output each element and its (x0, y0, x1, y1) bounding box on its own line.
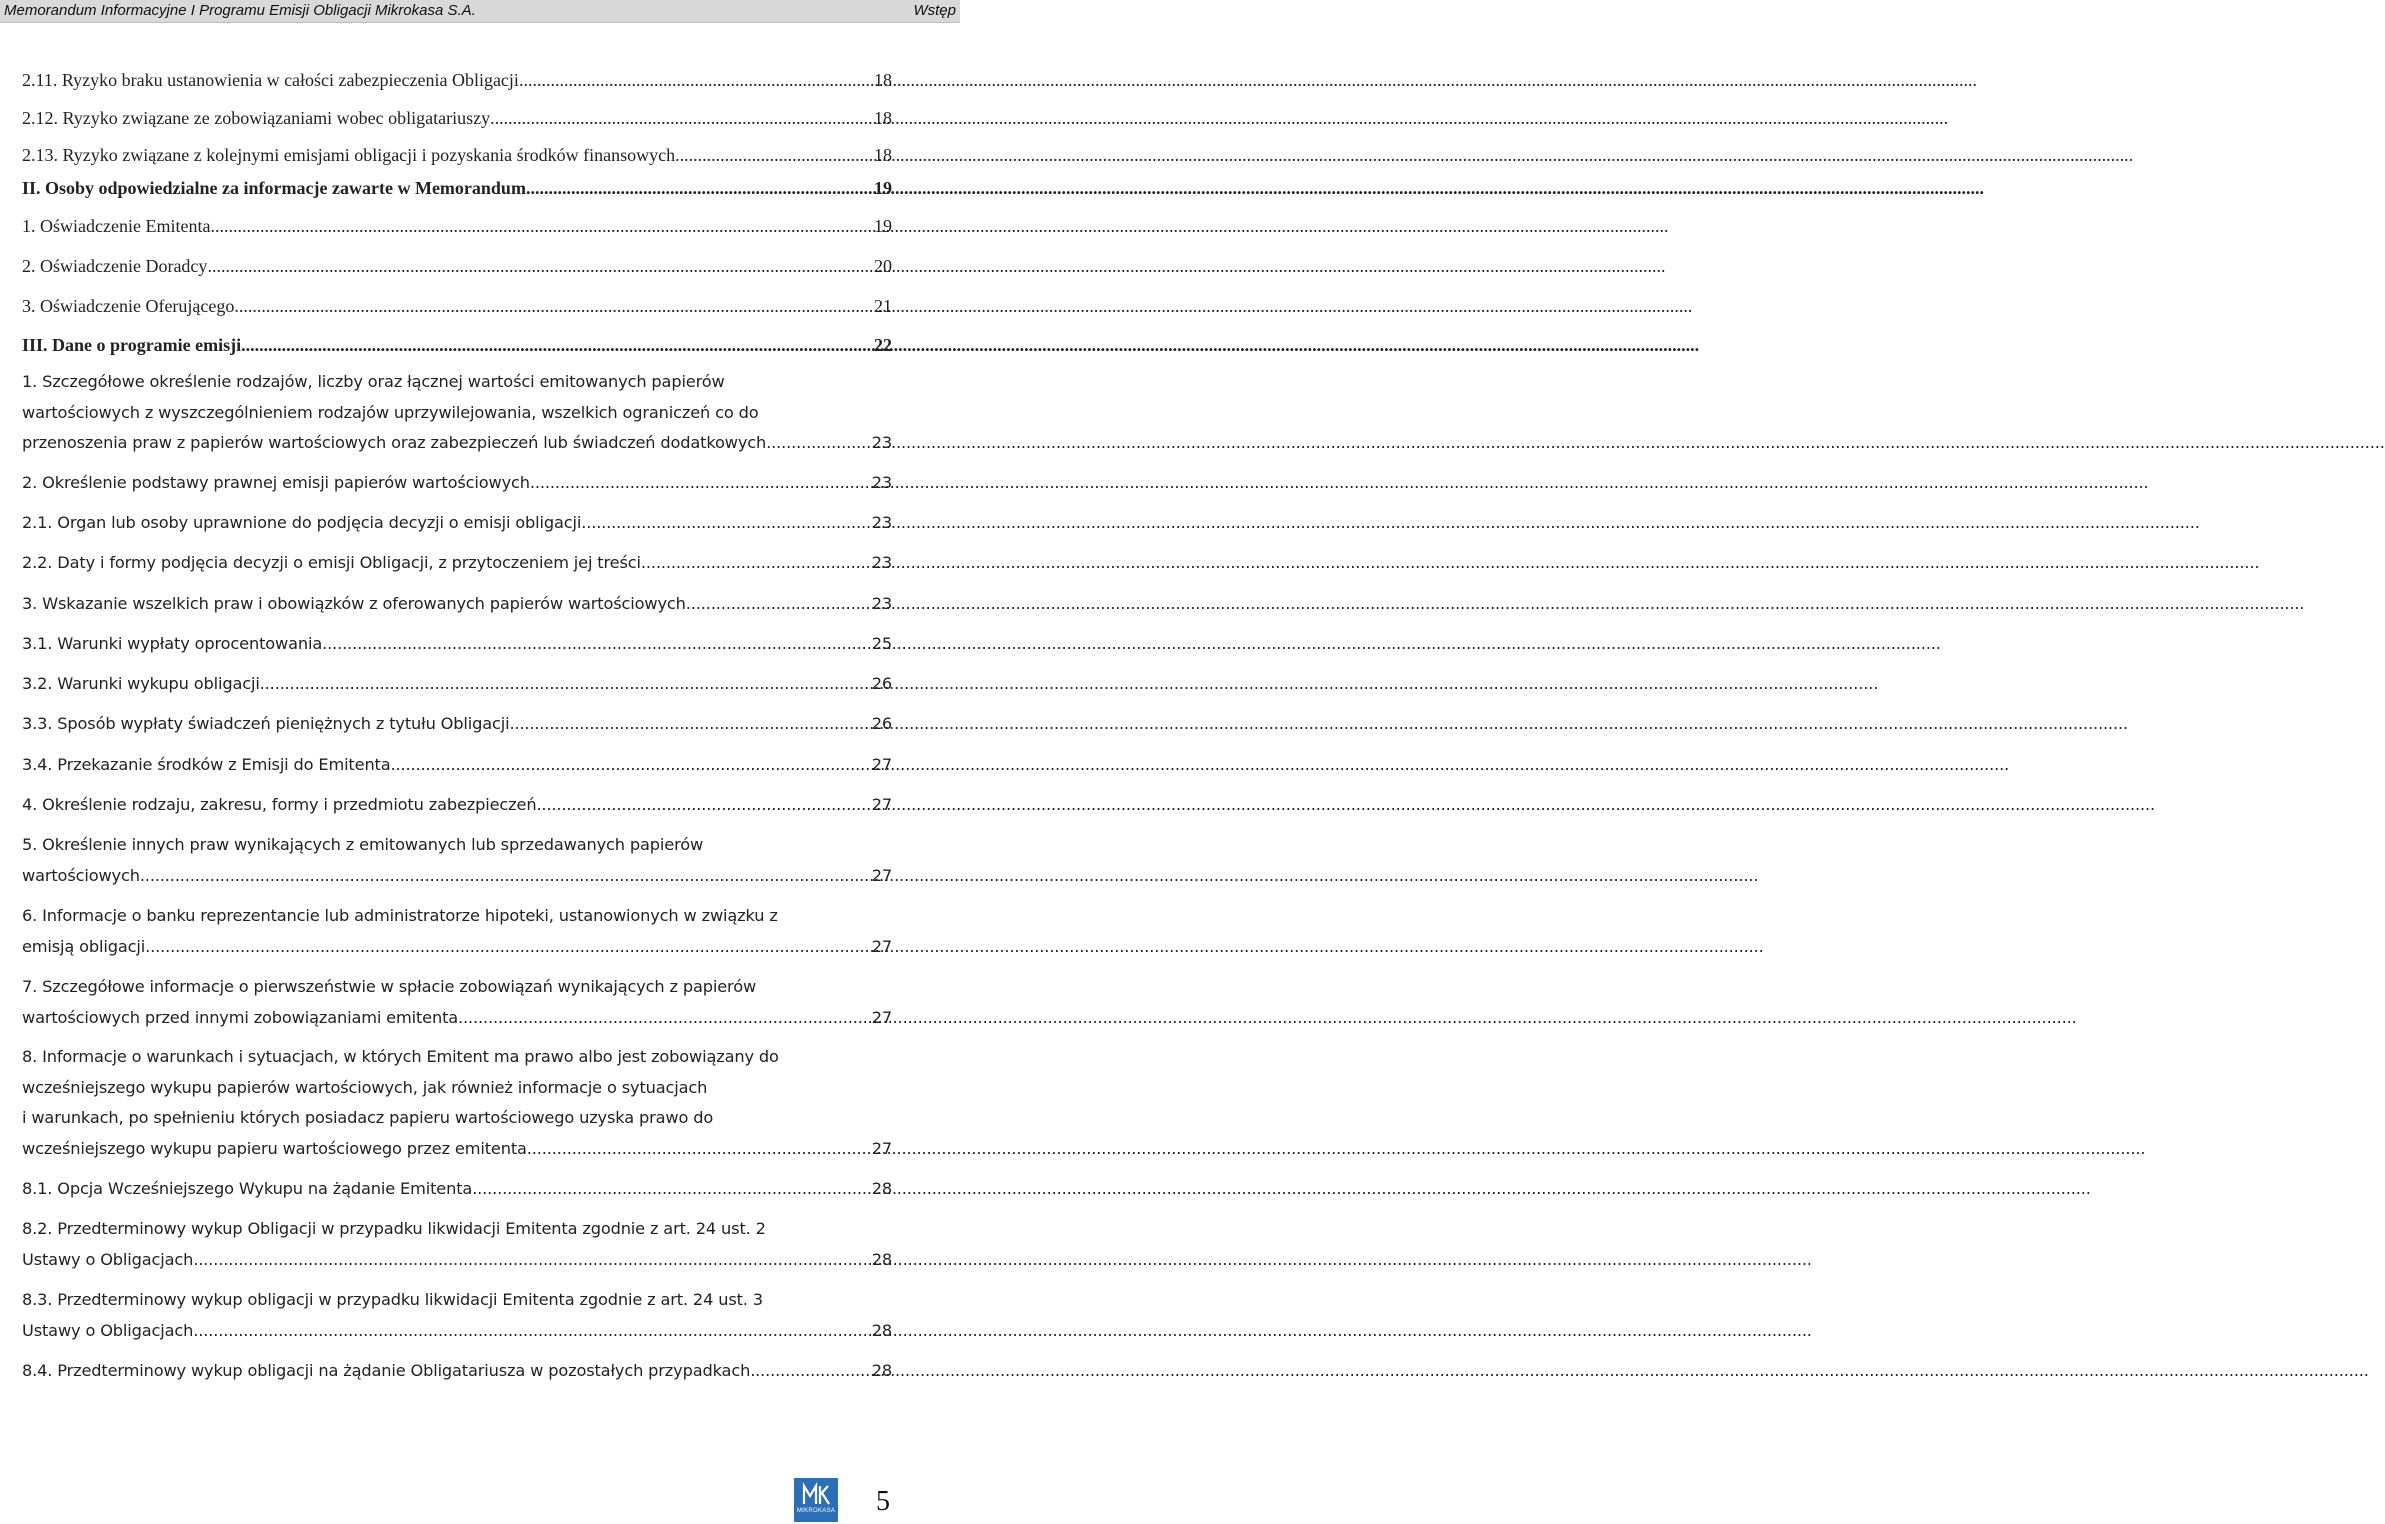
toc-page-number: 27 (871, 755, 892, 774)
toc-entry[interactable]: 7. Szczegółowe informacje o pierwszeństwie w spłacie zobowiązań wynikających z papierów wartościowych przed innymi zobowiązaniami emitenta ..... 27 (22, 972, 892, 1033)
toc-page-number: 28 (871, 1179, 892, 1198)
toc-page-number: 27 (871, 936, 892, 956)
toc-entry[interactable]: 1. Szczegółowe określenie rodzajów, liczby oraz łącznej wartości emitowanych papierów wartościowych z wyszczególnieniem rodzajów uprzywilejowania, wszelkich ograniczeń co do przenoszenia praw z papierów wartościowych oraz zabezpieczeń lub świadczeń dodatkowych ..... 23 (22, 367, 892, 459)
toc-entry[interactable]: 3.3. Sposób wypłaty świadczeń pieniężnych z tytułu Obligacji ..... 26 (22, 714, 892, 733)
toc-entry[interactable]: 2. Określenie podstawy prawnej emisji papierów wartościowych ..... 23 (22, 473, 892, 492)
toc-entry[interactable]: 3.1. Warunki wypłaty oprocentowania ..... 25 (22, 634, 892, 653)
toc-entry[interactable]: 8.4. Przedterminowy wykup obligacji na żądanie Obligatariusza w pozostałych przypadkach ..... 28 (22, 1361, 892, 1380)
toc-page-number: 19 (874, 178, 892, 198)
toc-section-heading[interactable]: II. Osoby odpowiedzialne za informacje zawarte w Memorandum ..... 19 (22, 178, 892, 199)
toc-entry[interactable]: 3.4. Przekazanie środków z Emisji do Emitenta ..... 27 (22, 755, 892, 774)
mikrokasa-logo-icon (794, 1478, 838, 1522)
toc-entry[interactable]: 8.2. Przedterminowy wykup Obligacji w przypadku likwidacji Emitenta zgodnie z art. 24 ust. 2 Ustawy o Obligacjach ..... 28 (22, 1214, 892, 1275)
toc-page-number: 28 (871, 1320, 892, 1340)
toc-page-number: 27 (871, 1007, 892, 1027)
toc-entry[interactable]: 2. Oświadczenie Doradcy ..... 20 (22, 256, 892, 277)
toc-page-number: 19 (874, 216, 892, 236)
header-document-title: Memorandum Informacyjne I Programu Emisji Obligacji Mikrokasa S.A. (4, 2, 476, 19)
page-number: 5 (876, 1486, 890, 1517)
toc-page-number: 18 (874, 108, 892, 128)
header-section-name: Wstęp (913, 2, 956, 19)
toc-entry[interactable]: 8. Informacje o warunkach i sytuacjach, w których Emitent ma prawo albo jest zobowiązany do wcześniejszego wykupu papierów wartościowych, jak również informacje o sytuacjach i warunkach, po spełnieniu których posiadacz papieru wartościowego uzyska prawo do wcześniejszego wykupu papieru wartościowego przez emitenta ..... 27 (22, 1042, 892, 1164)
toc-entry[interactable]: 3.2. Warunki wykupu obligacji ..... 26 (22, 674, 892, 693)
toc-page-number: 26 (871, 674, 892, 693)
toc-page-number: 23 (871, 553, 892, 572)
toc-entry[interactable]: 2.12. Ryzyko związane ze zobowiązaniami wobec obligatariuszy ..... 18 (22, 108, 892, 129)
toc-page-number: 21 (874, 296, 892, 316)
toc-page-number: 28 (871, 1361, 892, 1380)
toc-page-number: 23 (871, 433, 892, 452)
running-header (0, 0, 960, 23)
logo-wordmark: MIKROKASA (796, 1508, 836, 1514)
toc-entry[interactable]: 2.2. Daty i formy podjęcia decyzji o emisji Obligacji, z przytoczeniem jej treści ..... 23 (22, 553, 892, 572)
toc-entry[interactable]: 3. Wskazanie wszelkich praw i obowiązków z oferowanych papierów wartościowych ..... 23 (22, 594, 892, 613)
toc-page-number: 26 (871, 714, 892, 733)
toc-page-number: 28 (871, 1249, 892, 1269)
toc-entry[interactable]: 1. Oświadczenie Emitenta ..... 19 (22, 216, 892, 237)
toc-page-number: 22 (874, 335, 892, 355)
toc-page-number: 25 (871, 634, 892, 653)
toc-entry[interactable]: 2.13. Ryzyko związane z kolejnymi emisjami obligacji i pozyskania środków finansowych ..... 18 (22, 145, 892, 166)
toc-section-heading[interactable]: III. Dane o programie emisji ..... 22 (22, 335, 892, 356)
toc-entry[interactable]: 2.11. Ryzyko braku ustanowienia w całości zabezpieczenia Obligacji ..... 18 (22, 70, 892, 91)
toc-page-number: 23 (871, 473, 892, 492)
toc-entry[interactable]: 3. Oświadczenie Oferującego ..... 21 (22, 296, 892, 317)
toc-page-number: 23 (871, 513, 892, 532)
toc-page-number: 27 (871, 865, 892, 885)
toc-page-number: 18 (874, 70, 892, 90)
toc-entry[interactable]: 8.3. Przedterminowy wykup obligacji w przypadku likwidacji Emitenta zgodnie z art. 24 ust. 3 Ustawy o Obligacjach ..... 28 (22, 1285, 892, 1346)
toc-entry[interactable]: 8.1. Opcja Wcześniejszego Wykupu na żądanie Emitenta ..... 28 (22, 1179, 892, 1198)
toc-page-number: 27 (871, 795, 892, 814)
toc-page-number: 23 (871, 594, 892, 613)
toc-entry[interactable]: 5. Określenie innych praw wynikających z emitowanych lub sprzedawanych papierów wartościowych ..... 27 (22, 830, 892, 891)
toc-entry[interactable]: 2.1. Organ lub osoby uprawnione do podjęcia decyzji o emisji obligacji ..... 23 (22, 513, 892, 532)
toc-entry[interactable]: 6. Informacje o banku reprezentancie lub administratorze hipoteki, ustanowionych w związku z emisją obligacji ..... 27 (22, 901, 892, 962)
toc-page-number: 27 (871, 1138, 892, 1158)
toc-entry[interactable]: 4. Określenie rodzaju, zakresu, formy i przedmiotu zabezpieczeń ..... 27 (22, 795, 892, 814)
toc-page-number: 20 (874, 256, 892, 276)
toc-page-number: 18 (874, 145, 892, 165)
mikrokasa-logo (794, 1478, 838, 1522)
